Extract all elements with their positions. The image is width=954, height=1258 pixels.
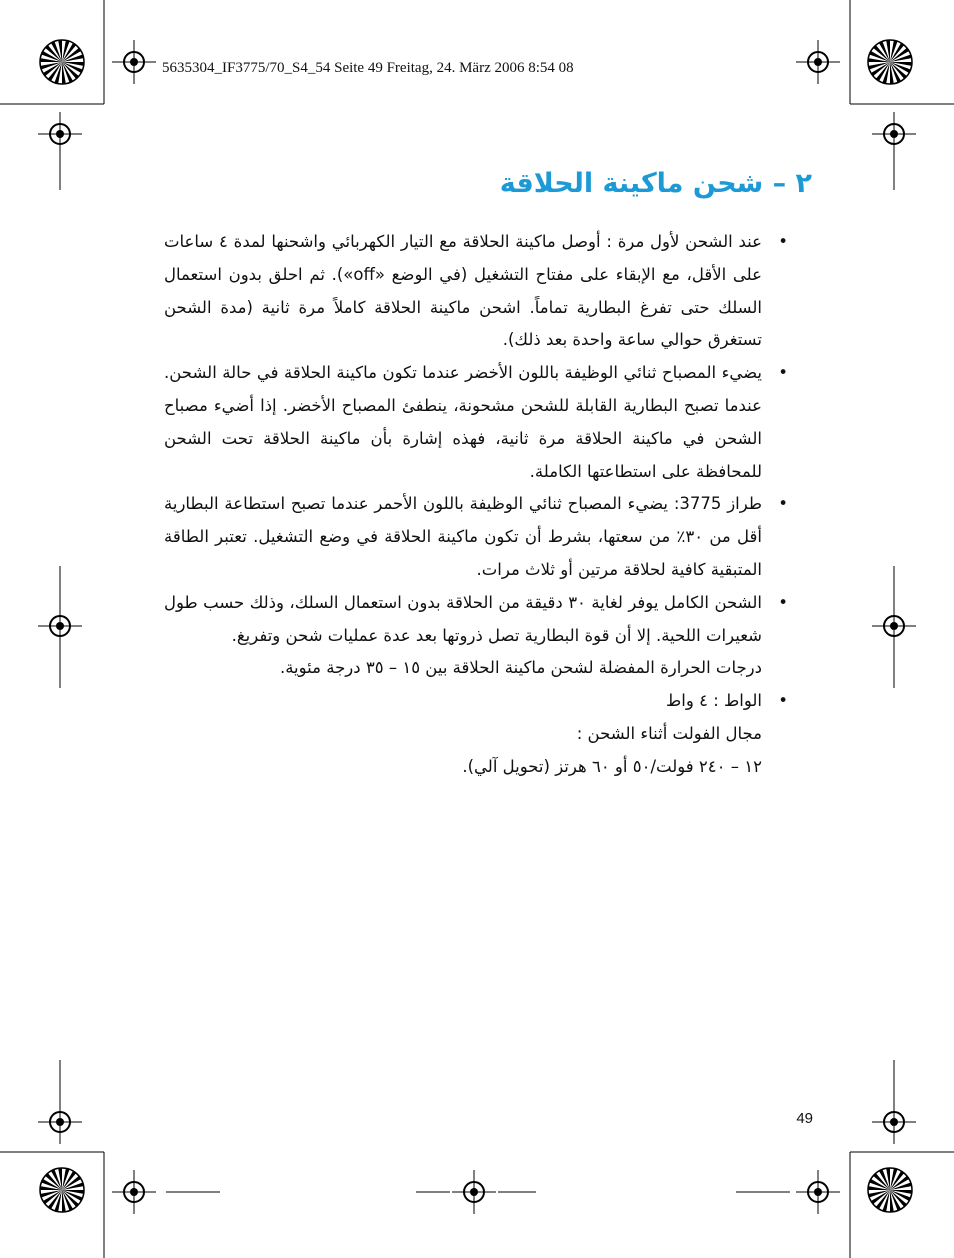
registration-mark-icon — [452, 1170, 496, 1214]
registration-mark-icon — [38, 604, 82, 648]
paragraph-red-light: • طراز 3775: يضيء المصباح ثنائي الوظيفة باللون الأحمر عندما تصبح استطاعة البطارية أقل من ٣٠٪ من سعتها، بشرط أن تكون ماكينة الحلاقة في وضع التشغيل. تعتبر الطاقة المتبقية كافية لحلاقة مرتين أو ثلاث مرات. — [164, 488, 762, 586]
section-title: ٢ – شحن ماكينة الحلاقة — [499, 168, 812, 199]
paragraph-voltage-label: مجال الفولت أثناء الشحن : — [576, 723, 762, 743]
registration-mark-icon — [796, 40, 840, 84]
starburst-target-icon — [866, 1166, 914, 1214]
registration-mark-icon — [112, 1170, 156, 1214]
paragraph-wattage: • الواط : ٤ واط — [164, 685, 762, 718]
registration-mark-icon — [872, 604, 916, 648]
starburst-target-icon — [38, 38, 86, 86]
body-text — [164, 226, 762, 784]
registration-mark-icon — [872, 1100, 916, 1144]
registration-mark-icon — [38, 1100, 82, 1144]
page-number: 49 — [796, 1110, 813, 1127]
print-header-line: 5635304_IF3775/70_S4_54 Seite 49 Freitag, 24. März 2006 8:54 08 — [162, 60, 574, 76]
paragraph-green-light: • يضيء المصباح ثنائي الوظيفة باللون الأخضر عندما تكون ماكينة الحلاقة في حالة الشحن. عندما تصبح البطارية القابلة للشحن مشحونة، ينطفئ المصباح الأخضر. إذا أضيء مصباح الشحن في ماكينة الحلاقة مرة ثانية، فهذه إشارة بأن ماكينة الحلاقة تحت الشحن للمحافظة على استطاعتها الكاملة. — [164, 357, 762, 488]
paragraph-temperature: درجات الحرارة المفضلة لشحن ماكينة الحلاقة بين ١٥ – ٣٥ درجة مئوية. — [279, 658, 762, 678]
registration-mark-icon — [872, 112, 916, 156]
registration-mark-icon — [38, 112, 82, 156]
registration-mark-icon — [112, 40, 156, 84]
paragraph-first-charge: • عند الشحن لأول مرة : أوصل ماكينة الحلاقة مع التيار الكهربائي واشحنها لمدة ٤ ساعات على الأقل، مع الإبقاء على مفتاح التشغيل (في الوضع «off»). ثم احلق بدون استعمال السلك حتى تفرغ البطارية تماماً. اشحن ماكينة الحلاقة كاملاً مرة ثانية (مدة الشحن تستغرق حوالي ساعة واحدة بعد ذلك). — [164, 226, 762, 357]
paragraph-cordless-time: • الشحن الكامل يوفر لغاية ٣٠ دقيقة من الحلاقة بدون استعمال السلك، وذلك حسب طول شعيرات اللحية. إلا أن قوة البطارية تصل ذروتها بعد عدة عمليات شحن وتفريغ. — [164, 587, 762, 653]
starburst-target-icon — [38, 1166, 86, 1214]
starburst-target-icon — [866, 38, 914, 86]
paragraph-voltage-value: ١٢ – ٢٤٠ فولت/٥٠ أو ٦٠ هرتز (تحويل آلي). — [462, 756, 762, 776]
registration-mark-icon — [796, 1170, 840, 1214]
